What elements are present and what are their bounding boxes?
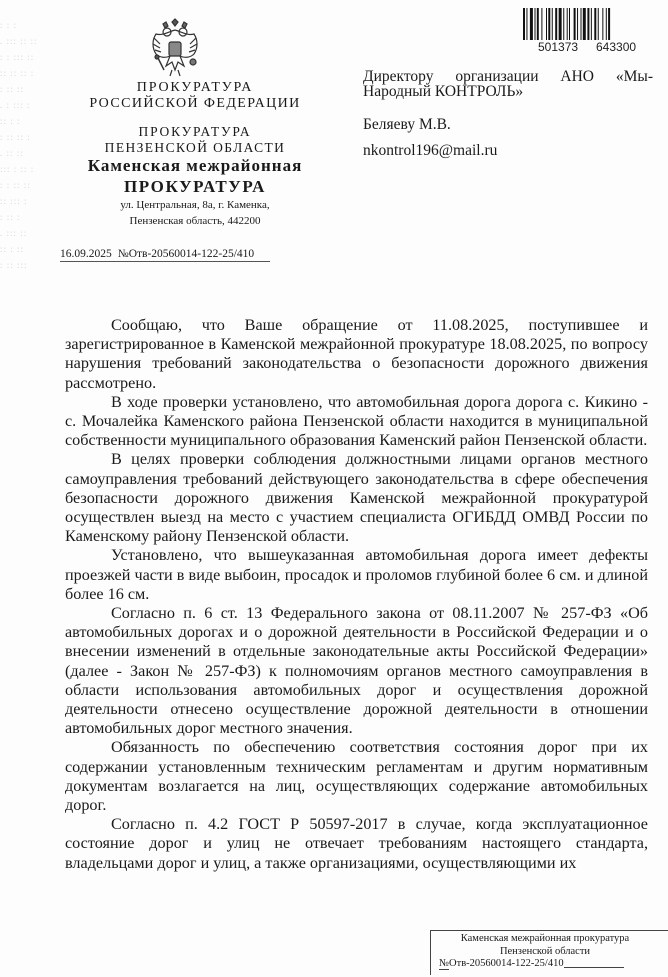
stamp-number: Отв-20560014-122-25/410 bbox=[449, 958, 564, 969]
registration-line bbox=[60, 248, 270, 262]
body-paragraph: Согласно п. 4.2 ГОСТ Р 50597-2017 в случае, когда эксплуатационное состояние дорог и улиц не отвечает требованиям настоящего стандарта, владельцами дорог и улиц, а также организациями, осуществляющими их bbox=[65, 815, 648, 872]
barcode-bar bbox=[541, 8, 542, 40]
addressee-line-1: Директору организации АНО «Мы- bbox=[363, 68, 653, 85]
sender-org-type: ПРОКУРАТУРА bbox=[123, 177, 267, 196]
stamp-underline bbox=[564, 967, 624, 968]
body-paragraph: Сообщаю, что Ваше обращение от 11.08.2025, поступившее и зарегистрированное в Каменской межрайонной прокуратуре 18.08.2025, по вопросу нарушения требований законодательства о безопасности дорожного движения рассмотрено. bbox=[65, 316, 648, 392]
barcode-bar bbox=[567, 8, 568, 40]
barcode-bar bbox=[583, 8, 586, 40]
sender-address-line-1: ул. Центральная, 8а, г. Каменка, bbox=[120, 199, 270, 211]
letter-reg-number: №Отв-20560014-122-25/410 bbox=[117, 248, 255, 260]
barcode-digits-right: 643300 bbox=[596, 40, 637, 54]
scan-bleed-through: : : : . ::: :: :: : : ::: :: :: :: :: : : :: :: . : ::: : :: : : : :: :: : . :: :: ::: : :: : : : :: :: :: ::: : : :: : . ::: :: :: : :: : :: ::: bbox=[0, 20, 38, 270]
stamp-line-2: Пензенской области bbox=[499, 945, 591, 957]
sender-address-line-2: Пензенская область, 442200 bbox=[129, 215, 261, 227]
sender-org-line-4: ПЕНЗЕНСКОЙ ОБЛАСТИ bbox=[104, 140, 286, 155]
barcode-bar bbox=[581, 8, 582, 40]
barcode-bar bbox=[606, 8, 607, 40]
barcode-bar bbox=[598, 8, 599, 40]
stamp-line-1: Каменская межрайонная прокуратура bbox=[460, 933, 630, 944]
sender-org-line-1: ПРОКУРАТУРА bbox=[136, 80, 254, 95]
barcode-bar bbox=[587, 8, 589, 40]
barcode-bar bbox=[548, 8, 550, 40]
sender-org-name: Каменская межрайонная bbox=[87, 156, 303, 175]
body-paragraph: Согласно п. 6 ст. 13 Федерального закона от 08.11.2007 № 257-ФЗ «Об автомобильных дорогах и о дорожной деятельности в Российской Федерации и о внесении изменений в отдельные законодательные акты Российской Федерации» (далее - Закон № 257-ФЗ) к полномочиям органов местного самоуправления в области использования автомобильных дорог и осуществления дорожной деятельности отнесено осуществление дорожной деятельности в отношении автомобильных дорог местного значения. bbox=[65, 604, 648, 738]
barcode-bar bbox=[569, 8, 570, 40]
sender-org-line-3: ПРОКУРАТУРА bbox=[138, 124, 252, 139]
barcode-digits-left: 501373 bbox=[538, 40, 579, 54]
body-paragraph: Обязанность по обеспечению соответствия состояния дорог при их содержании установленным техническим регламентам и другим нормативным документам возлагается на лиц, осуществляющих содержание автомобильных дорог. bbox=[65, 738, 648, 815]
barcode-bar bbox=[559, 8, 562, 40]
barcode-bar bbox=[526, 8, 527, 40]
barcode-bar bbox=[591, 8, 592, 40]
barcode-bar bbox=[577, 8, 578, 40]
barcode-bar bbox=[555, 8, 557, 40]
barcode-bar bbox=[608, 8, 610, 40]
barcode-bar bbox=[546, 8, 547, 40]
letter-body bbox=[65, 316, 648, 873]
barcode-bar bbox=[574, 8, 576, 40]
body-paragraph: В ходе проверки установлено, что автомобильная дорога дорога с. Кикино - с. Мочалейка Каменского района Пензенской области находится в муниципальной собственности муниципального образования Каменский район Пензенской области. bbox=[65, 392, 648, 450]
barcode bbox=[523, 8, 658, 40]
barcode-bar bbox=[602, 8, 603, 40]
addressee-name: Беляеву М.В. bbox=[363, 116, 451, 133]
barcode-bar bbox=[563, 8, 564, 40]
stamp-number-line bbox=[439, 958, 668, 971]
barcode-bar bbox=[523, 8, 525, 40]
barcode-bar bbox=[552, 8, 553, 40]
registration-stamp bbox=[430, 930, 668, 975]
addressee-title bbox=[363, 69, 653, 99]
barcode-bar bbox=[530, 8, 533, 40]
barcode-bar bbox=[537, 8, 539, 40]
russian-coat-of-arms-icon bbox=[148, 18, 202, 80]
addressee-line-2: Народный КОНТРОЛЬ» bbox=[363, 83, 524, 100]
body-paragraph: Установлено, что вышеуказанная автомобильная дорога имеет дефекты проезжей части в виде выбоин, просадок и проломов глубиной более 6 см. и длиной более 16 см. bbox=[65, 546, 648, 603]
barcode-bar bbox=[535, 8, 536, 40]
barcode-bar bbox=[594, 8, 596, 40]
letter-date: 16.09.2025 bbox=[60, 248, 112, 260]
sender-org-line-2: РОССИЙСКОЙ ФЕДЕРАЦИИ bbox=[89, 96, 301, 111]
stamp-number-prefix: № bbox=[439, 958, 450, 969]
body-paragraph: В целях проверки соблюдения должностными лицами органов местного самоуправления требований действующего законодательства в сфере обеспечения безопасности дорожного движения Каменской межрайонной прокуратурой осуществлен выезд на место с участием специалиста ОГИБДД ОМВД России по Каменскому району Пензенской области. bbox=[65, 450, 648, 546]
addressee-email: nkontrol196@mail.ru bbox=[363, 142, 498, 159]
